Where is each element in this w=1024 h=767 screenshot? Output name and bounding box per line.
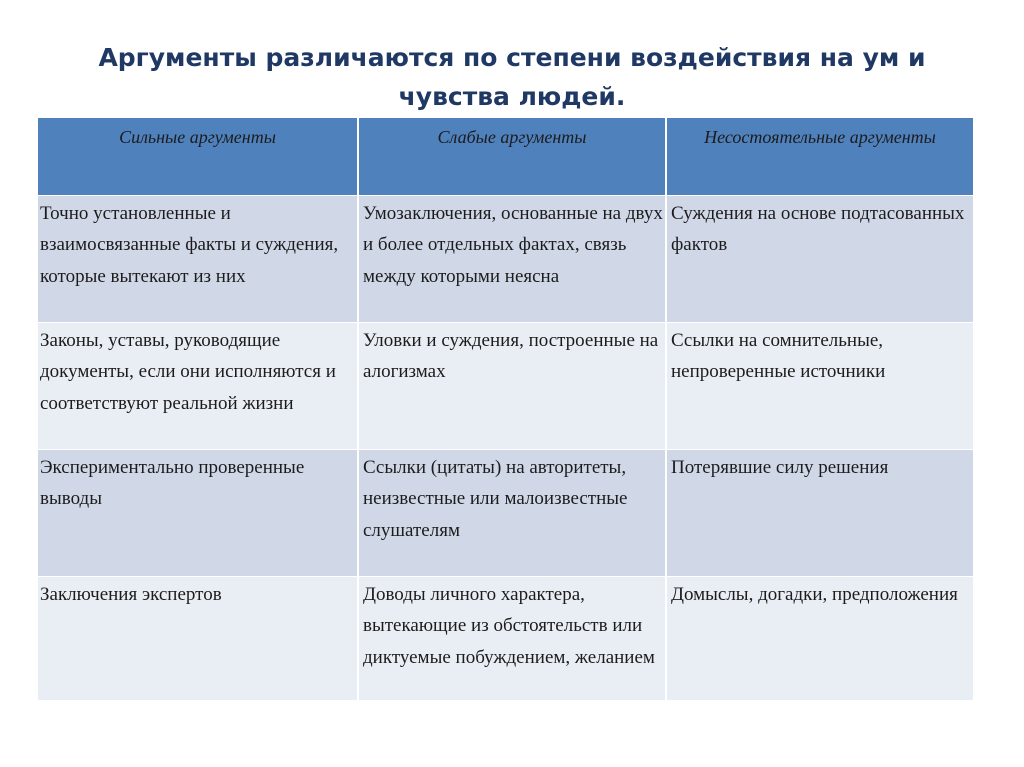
arguments-table (38, 118, 973, 700)
table-row (38, 576, 973, 700)
table-row (38, 322, 973, 449)
strong-argument-cell: Законы, уставы, руководящие документы, если они исполняются и соответствуют реальной жизни (38, 322, 358, 449)
weak-argument-cell: Доводы личного характера, вытекающие из обстоятельств или диктуемые побуждением, желанием (358, 576, 666, 700)
header-strong-arguments: Сильные аргументы (38, 118, 358, 195)
untenable-argument-cell: Ссылки на сомнительные, непроверенные источники (666, 322, 973, 449)
strong-argument-cell: Экспериментально проверенные выводы (38, 449, 358, 576)
untenable-argument-cell: Суждения на основе подтасованных фактов (666, 195, 973, 322)
untenable-argument-cell: Домыслы, догадки, предположения (666, 576, 973, 700)
table-row (38, 195, 973, 322)
weak-argument-cell: Ссылки (цитаты) на авторитеты, неизвестные или малоизвестные слушателям (358, 449, 666, 576)
strong-argument-cell: Точно установленные и взаимосвязанные факты и суждения, которые вытекают из них (38, 195, 358, 322)
table-header-row (38, 118, 973, 195)
slide-title: Аргументы различаются по степени воздействия на ум и чувства людей. (98, 43, 926, 111)
table-row (38, 449, 973, 576)
header-untenable-arguments: Несостоятельные аргументы (666, 118, 973, 195)
weak-argument-cell: Умозаключения, основанные на двух и более отдельных фактах, связь между которыми неясна (358, 195, 666, 322)
header-weak-arguments: Слабые аргументы (358, 118, 666, 195)
untenable-argument-cell: Потерявшие силу решения (666, 449, 973, 576)
strong-argument-cell: Заключения экспертов (38, 576, 358, 700)
weak-argument-cell: Уловки и суждения, построенные на алогизмах (358, 322, 666, 449)
